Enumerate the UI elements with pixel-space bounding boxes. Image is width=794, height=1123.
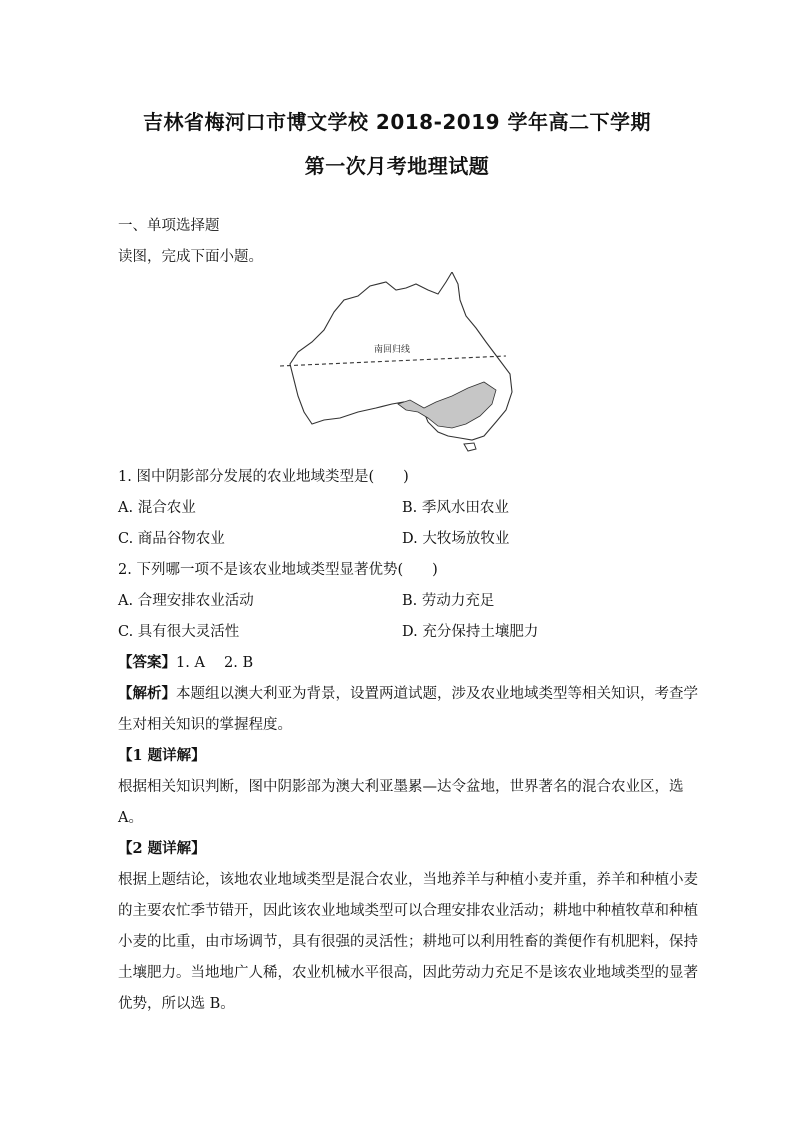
detail-1-line-1: 根据相关知识判断，图中阴影部为澳大利亚墨累—达令盆地，世界著名的混合农业区，选 xyxy=(118,779,684,795)
question-2-option-b: B. 劳动力充足 xyxy=(402,593,495,609)
question-2-option-a: A. 合理安排农业活动 xyxy=(118,593,254,609)
detail-2-line-1: 根据上题结论，该地农业地域类型是混合农业，当地养羊与种植小麦并重，养羊和种植小麦 xyxy=(118,872,698,888)
section-heading: 一、单项选择题 xyxy=(118,218,220,234)
title-line-2: 第一次月考地理试题 xyxy=(304,154,490,178)
detail-2-line-5: 优势，所以选 B。 xyxy=(118,996,235,1012)
question-2-option-c: C. 具有很大灵活性 xyxy=(118,624,240,640)
question-1-option-b: B. 季风水田农业 xyxy=(402,500,509,516)
detail-2-line-2: 的主要农忙季节错开，因此该农业地域类型可以合理安排农业活动；耕地中种植牧草和种植 xyxy=(118,903,698,919)
title-line-1: 吉林省梅河口市博文学校 2018-2019 学年高二下学期 xyxy=(142,110,652,134)
question-1-stem: 1. 图中阴影部分发展的农业地域类型是( ) xyxy=(118,469,409,485)
answer-line xyxy=(118,653,253,673)
analysis-line-2: 生对相关知识的掌握程度。 xyxy=(118,717,292,733)
detail-2-line-3: 小麦的比重，由市场调节，具有很强的灵活性；耕地可以利用牲畜的粪便作有机肥料，保持 xyxy=(118,934,698,950)
australia-map xyxy=(278,272,518,452)
question-1-option-c: C. 商品谷物农业 xyxy=(118,531,225,547)
detail-2-tag: 【2 题详解】 xyxy=(118,840,206,857)
question-2-option-d: D. 充分保持土壤肥力 xyxy=(402,624,539,640)
question-1-option-d: D. 大牧场放牧业 xyxy=(402,531,510,547)
question-1-option-a: A. 混合农业 xyxy=(118,500,196,516)
answer-text: 1. A 2. B xyxy=(176,655,254,671)
detail-1-tag: 【1 题详解】 xyxy=(118,747,206,764)
detail-1-line-2: A。 xyxy=(118,810,143,826)
question-2-stem: 2. 下列哪一项不是该农业地域类型显著优势( ) xyxy=(118,562,438,578)
instruction-text: 读图，完成下面小题。 xyxy=(118,249,263,265)
tropic-label: 南回归线 xyxy=(374,345,411,355)
analysis-line-1 xyxy=(118,684,698,704)
answer-tag: 【答案】 xyxy=(118,654,176,671)
detail-2-line-4: 土壤肥力。当地地广人稀，农业机械水平很高，因此劳动力充足不是该农业地域类型的显著 xyxy=(118,965,698,981)
analysis-tag: 【解析】 xyxy=(118,685,176,702)
analysis-text-1: 本题组以澳大利亚为背景，设置两道试题，涉及农业地域类型等相关知识，考查学 xyxy=(176,686,698,702)
tasmania-outline xyxy=(464,443,476,451)
